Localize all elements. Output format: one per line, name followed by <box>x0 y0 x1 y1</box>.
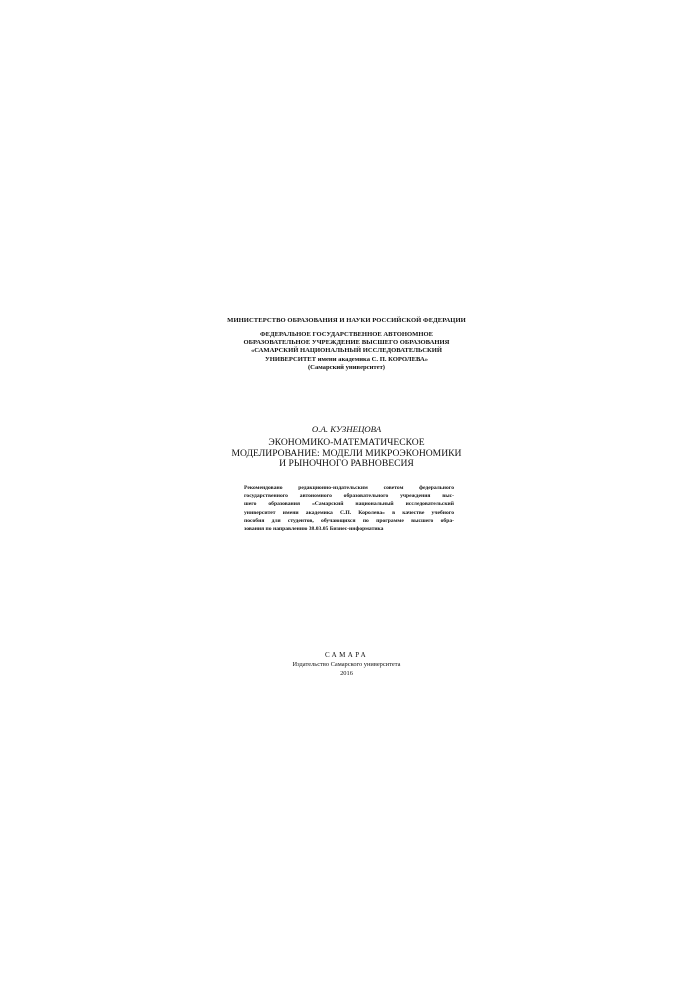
recommendation-line: Рекомендовано редакционно-издательским советом федерального <box>244 485 454 491</box>
institution-name <box>0 331 693 372</box>
institution-line: ФЕДЕРАЛЬНОЕ ГОСУДАРСТВЕННОЕ АВТОНОМНОЕ <box>259 331 434 338</box>
book-title-line: И РЫНОЧНОГО РАВНОВЕСИЯ <box>279 458 414 470</box>
ministry-header: МИНИСТЕРСТВО ОБРАЗОВАНИЯ И НАУКИ РОССИЙСКОЙ ФЕДЕРАЦИИ <box>227 317 466 324</box>
recommendation-line: пособия для студентов, обучающихся по программе высшего обра- <box>244 517 454 524</box>
institution-short-name: (Самарский университет) <box>307 363 385 371</box>
author-name: О.А. КУЗНЕЦОВА <box>311 424 382 434</box>
recommendation-line: государственного автономного образовательного учреждения выс- <box>244 493 454 500</box>
recommendation-line: университет имени академика С.П. Королева» в качестве учебного <box>244 509 454 516</box>
book-title-line: ЭКОНОМИКО-МАТЕМАТИЧЕСКОЕ <box>268 437 425 448</box>
institution-line: ОБРАЗОВАТЕЛЬНОЕ УЧРЕЖДЕНИЕ ВЫСШЕГО ОБРАЗОВАНИЯ <box>243 339 450 347</box>
imprint-year: 2016 <box>340 670 353 677</box>
imprint-publisher: Издательство Самарского университета <box>292 661 401 668</box>
imprint-city: САМАРА <box>324 651 369 659</box>
institution-line: УНИВЕРСИТЕТ имени академика С. П. КОРОЛЕВА» <box>264 355 429 363</box>
book-title-line: МОДЕЛИРОВАНИЕ: МОДЕЛИ МИКРОЭКОНОМИКИ <box>231 447 462 459</box>
recommendation-line: шего образования «Самарский национальный исследовательский <box>244 501 454 508</box>
recommendation-text <box>244 484 454 533</box>
book-title <box>0 438 693 470</box>
institution-line: «САМАРСКИЙ НАЦИОНАЛЬНЫЙ ИССЛЕДОВАТЕЛЬСКИЙ <box>250 347 443 355</box>
recommendation-line: зования по направлению 38.03.05 Бизнес-информатика <box>244 526 384 533</box>
